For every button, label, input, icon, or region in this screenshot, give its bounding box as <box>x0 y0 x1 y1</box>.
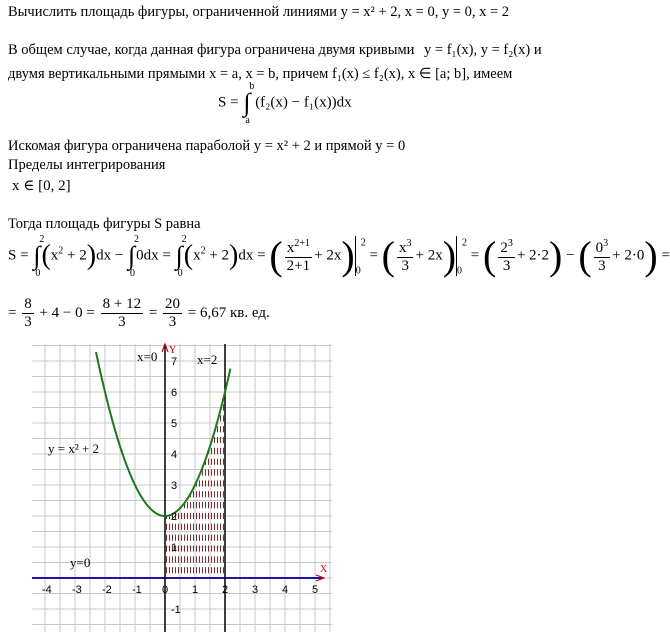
label-y-equals-0: y=0 <box>70 555 91 570</box>
x-tick-label: 3 <box>252 584 259 596</box>
general-curves: y = f₁(x), y = f₂(x) и <box>424 42 542 58</box>
label-parabola: y = x² + 2 <box>48 441 100 456</box>
y-tick-label: -1 <box>171 604 181 616</box>
y-tick-label: 5 <box>171 418 178 430</box>
x-tick-label: -3 <box>72 584 82 596</box>
area-result: = $\frac{8}{3}$ + 4 − 0 = $\frac{8 + 12}{3}$ = $\frac{20}{3}$ = 6,67 кв. ед. <box>8 296 270 330</box>
general-lines: x = a, x = b, <box>209 66 279 82</box>
x-tick-label: 1 <box>192 584 199 596</box>
general-text-2: двумя вертикальными прямыми <box>8 66 206 82</box>
label-x-equals-0: x=0 <box>137 349 158 364</box>
x-tick-label: 0 <box>162 584 169 596</box>
integral-upper: b <box>249 81 255 92</box>
general-text-1: В общем случае, когда данная фигура ограничена двумя кривыми <box>8 42 415 58</box>
y-tick-label: 2 <box>171 511 178 523</box>
y-tick-label: 7 <box>171 356 178 368</box>
formula-lhs: S = <box>218 94 239 111</box>
y-tick-label: 6 <box>171 387 178 399</box>
label-x-equals-2: x=2 <box>197 352 218 367</box>
general-case-line1 <box>8 42 542 59</box>
area-unit: кв. ед. <box>230 304 270 321</box>
general-end: имеем <box>473 66 513 82</box>
problem-text: Вычислить площадь фигуры, ограниченной линиями <box>8 4 337 20</box>
limits-title: Пределы интегрирования <box>8 157 166 173</box>
general-cond-text: причем <box>282 66 329 82</box>
problem-formula: y = x² + 2, x = 0, y = 0, x = 2 <box>340 4 510 20</box>
x-tick-label: 2 <box>222 584 229 596</box>
figure-and: и прямой <box>314 138 372 154</box>
y-tick-label: 3 <box>171 480 178 492</box>
problem-statement <box>8 4 509 21</box>
general-condition: f₁(x) ≤ f₂(x), x ∈ [a; b], <box>331 66 470 82</box>
general-case-line2 <box>8 66 512 83</box>
figure-line: y = 0 <box>375 138 406 154</box>
figure-description <box>8 138 405 155</box>
formula-body: (f₂(x) − f₁(x))dx <box>255 94 352 111</box>
figure-text: Искомая фигура ограничена параболой <box>8 138 251 154</box>
area-value: 6,67 <box>200 304 227 321</box>
integral-lower: a <box>245 115 250 126</box>
integral-sign: ∫ b a <box>243 81 255 126</box>
general-formula <box>218 81 352 126</box>
limits-value: x ∈ [0, 2] <box>12 178 71 194</box>
x-tick-label: 4 <box>282 584 289 596</box>
y-axis-label: Y <box>169 345 177 356</box>
x-tick-label: -2 <box>102 584 112 596</box>
x-axis-label: X <box>320 564 328 575</box>
area-computation: S = ∫ 2 0 $(x^2 + 2)dx$ − ∫ 2 0 0dx = ∫ 2 0 $(x^2 + 2)dx$ = ( $\frac{x^{2+1}}{2+1}$ + $2x)_0^2$ = ( $\frac{x^3}{3}$ + $2x)_0^2$ = ( $\frac{2^3}{3}$ + 2·2) − ( $\frac{0^3}{3}$ + 2·0) = <box>8 233 670 279</box>
function-graph <box>32 344 332 632</box>
x-tick-label: -1 <box>132 584 142 596</box>
area-title: Тогда площадь фигуры S равна <box>8 216 201 232</box>
x-tick-label: -4 <box>42 584 52 596</box>
y-tick-label: 4 <box>171 449 178 461</box>
x-tick-label: 5 <box>312 584 319 596</box>
figure-formula: y = x² + 2 <box>253 138 311 154</box>
y-tick-label: 1 <box>171 542 178 554</box>
